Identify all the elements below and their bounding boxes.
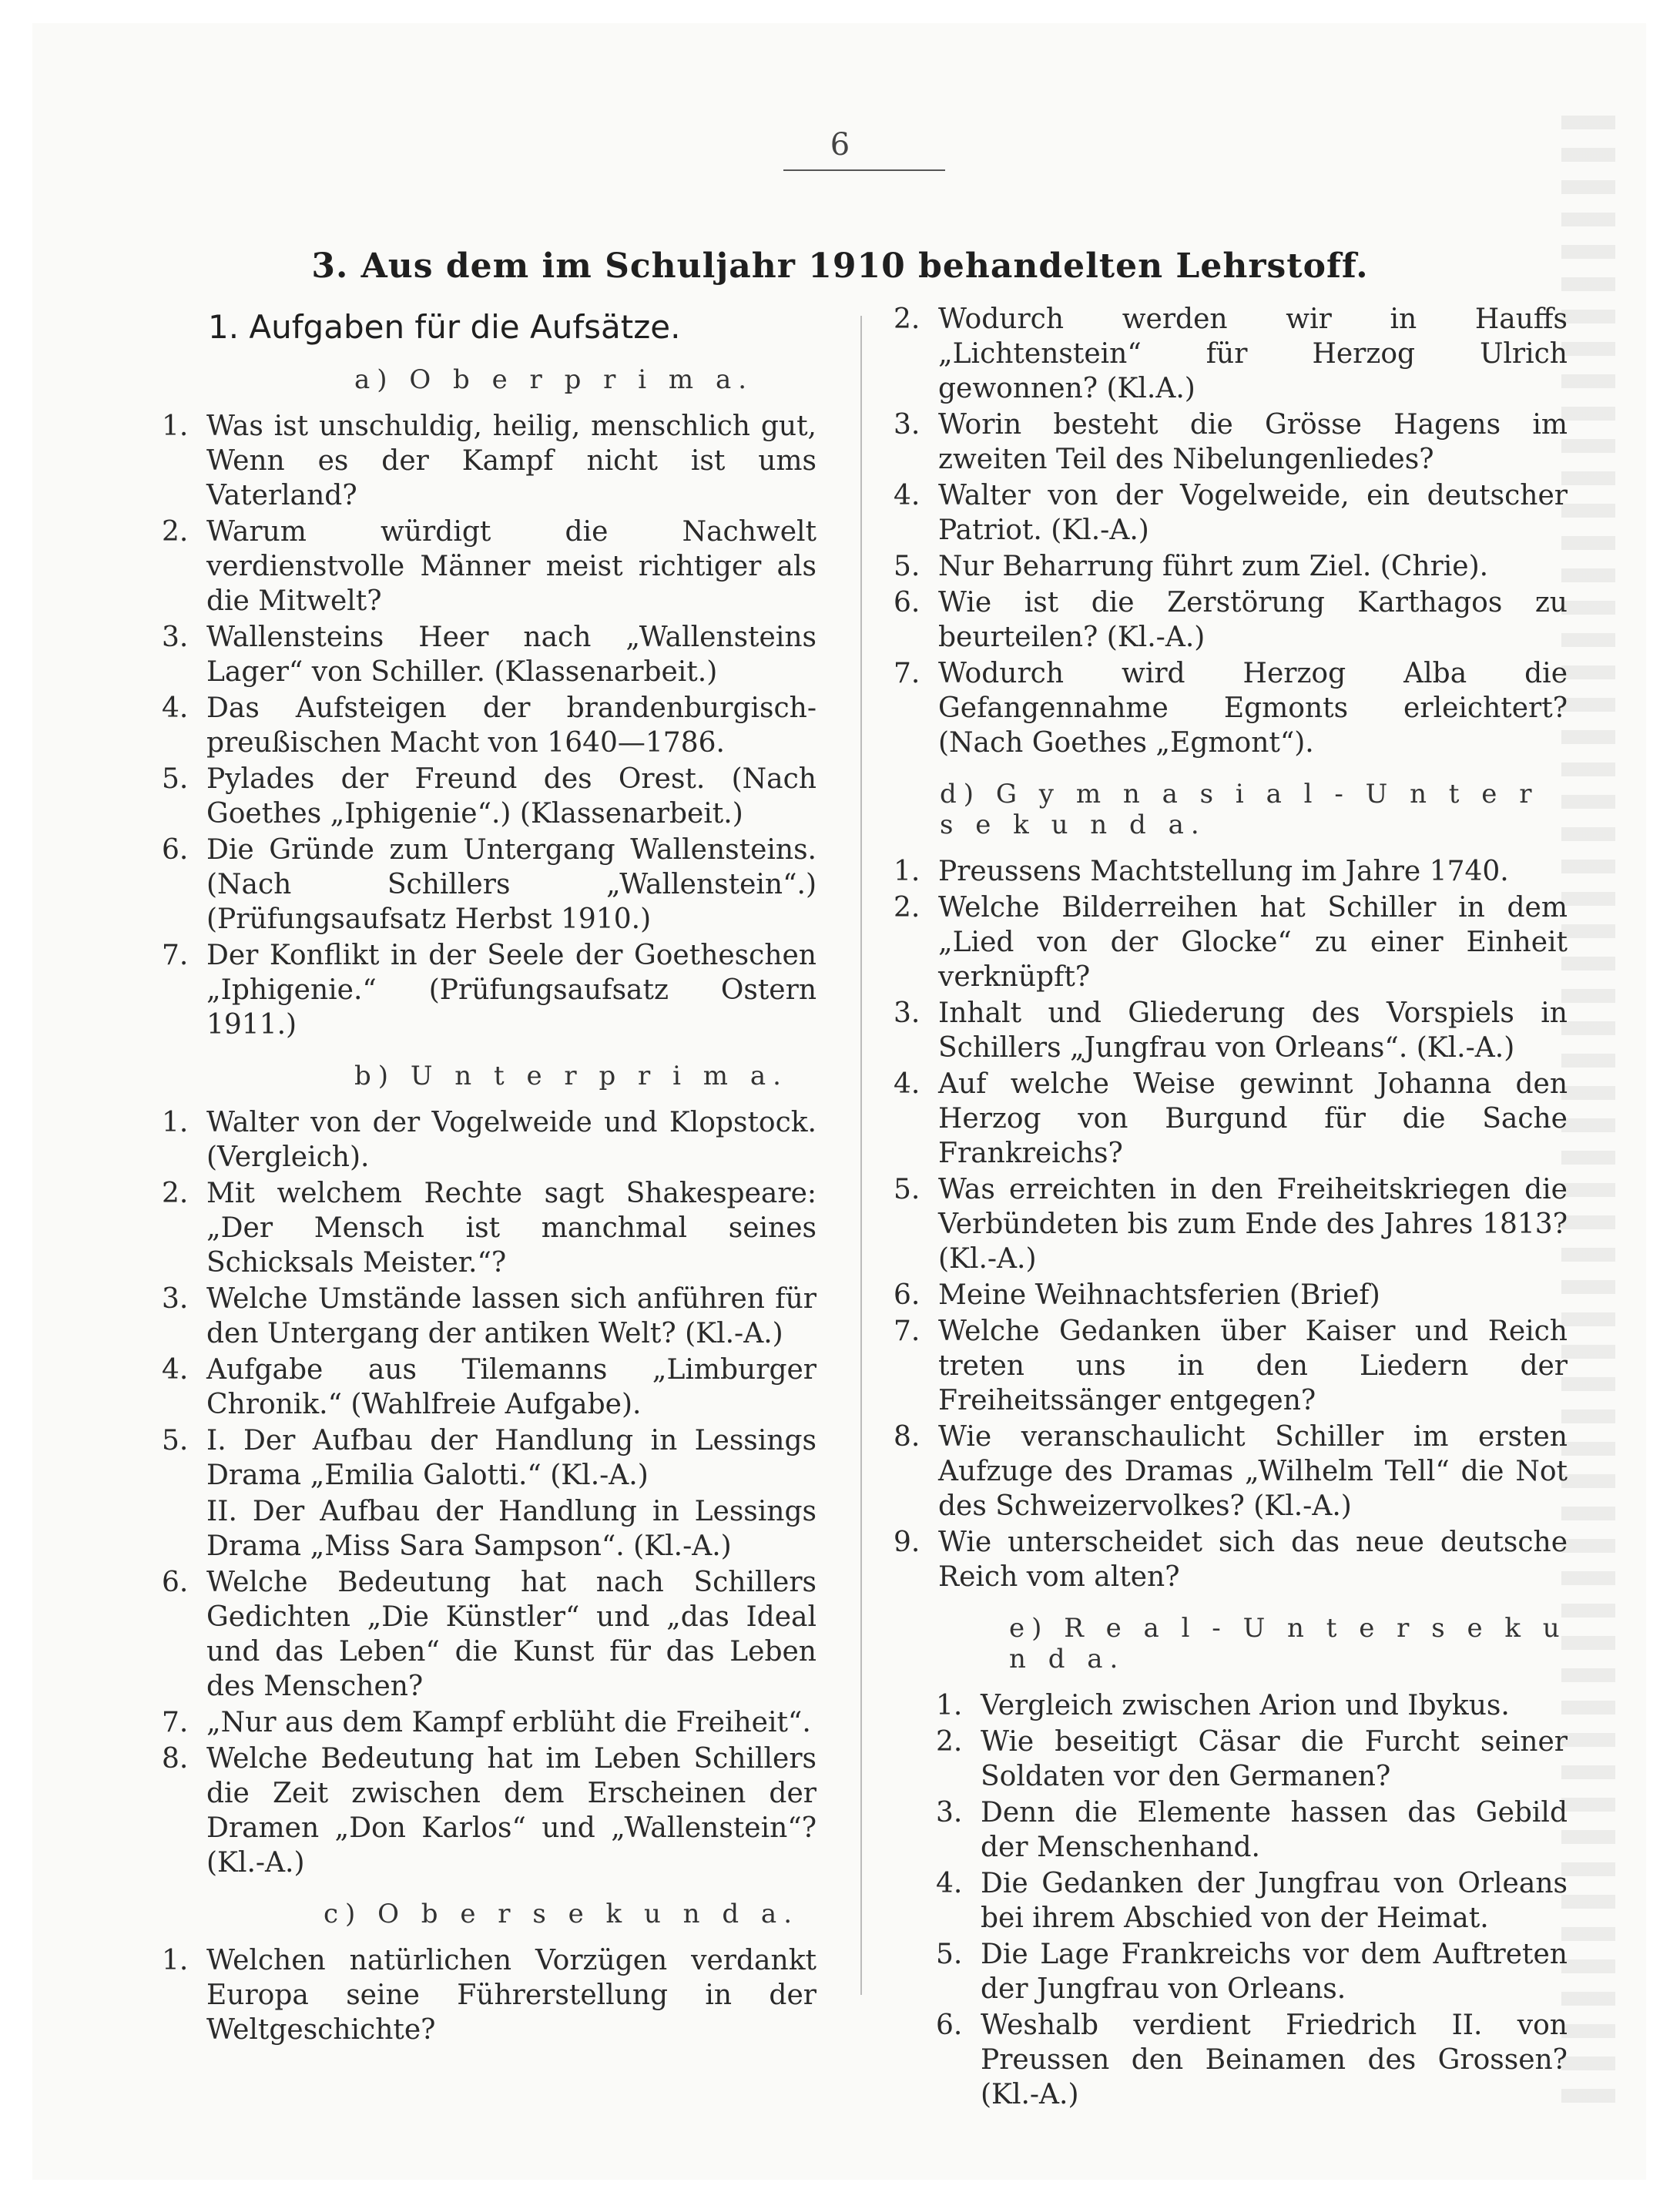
- list-item: 2. Wie beseitigt Cäsar die Furcht seiner Soldaten vor den Germanen?: [936, 1726, 1568, 1792]
- bleed-through-text: [1561, 116, 1615, 2118]
- list-item: 1. Walter von der Vogelweide und Klopstock. (Vergleich).: [162, 1107, 817, 1173]
- list-item: 3. Denn die Elemente hassen das Gebild der Menschenhand.: [936, 1797, 1568, 1863]
- list-item: 2. Mit welchem Rechte sagt Shakespeare: „Der Mensch ist manchmal seines Schicksals Meister.“?: [162, 1178, 817, 1279]
- list-item: 1. Vergleich zwischen Arion und Ibykus.: [936, 1690, 1510, 1721]
- page-heading: 3. Aus dem im Schuljahr 1910 behandelten Lehrstoff.: [311, 246, 1369, 286]
- list-item: 5. Was erreichten in den Freiheitskriegen die Verbündeten bis zum Ende des Jahres 1813? (Kl.-A.): [894, 1174, 1568, 1275]
- list-item: 3. Wallensteins Heer nach „Wallensteins Lager“ von Schiller. (Klassenarbeit.): [162, 622, 817, 688]
- list-item: 4. Aufgabe aus Tilemanns „Limburger Chronik.“ (Wahlfreie Aufgabe).: [162, 1354, 817, 1420]
- list-item: 5. Die Lage Frankreichs vor dem Auftreten der Jungfrau von Orleans.: [936, 1939, 1568, 2005]
- list-item: 1. Preussens Machtstellung im Jahre 1740.: [894, 856, 1509, 887]
- list-item: 5. I. Der Aufbau der Handlung in Lessings Drama „Emilia Galotti.“ (Kl.-A.): [162, 1425, 817, 1491]
- list-item: 5. Pylades der Freund des Orest. (Nach Goethes „Iphigenie“.) (Klassenarbeit.): [162, 763, 817, 830]
- list-item: 3. Welche Umstände lassen sich anführen für den Untergang der antiken Welt? (Kl.-A.): [162, 1283, 817, 1349]
- list-item: 9. Wie unterscheidet sich das neue deutsche Reich vom alten?: [894, 1527, 1568, 1593]
- list-oberprima: [162, 409, 817, 1042]
- group-heading-unterprima: b) U n t e r p r i m a.: [354, 1061, 788, 1091]
- list-item: 2. Warum würdigt die Nachwelt verdienstvolle Männer meist richtiger als die Mitwelt?: [162, 516, 817, 617]
- column-divider: [860, 316, 862, 1995]
- list-item: 4. Die Gedanken der Jungfrau von Orleans bei ihrem Abschied von der Heimat.: [936, 1868, 1568, 1934]
- list-item: 6. Meine Weihnachtsferien (Brief): [894, 1279, 1380, 1311]
- list-item: 2. Wodurch werden wir in Hauffs „Lichtenstein“ für Herzog Ulrich gewonnen? (Kl.A.): [894, 303, 1568, 404]
- page-number-rule: [783, 169, 945, 171]
- group-heading-real-untersekunda: e) R e a l - U n t e r s e k u n d a.: [1009, 1613, 1567, 1674]
- list-item: 7. Der Konflikt in der Seele der Goetheschen „Iphigenie.“ (Prüfungsaufsatz Ostern 1911.): [162, 940, 817, 1041]
- list-item: 7. Welche Gedanken über Kaiser und Reich treten uns in den Liedern der Freiheitssänger entgegen?: [894, 1316, 1568, 1416]
- list-item: 6. Weshalb verdient Friedrich II. von Preussen den Beinamen des Grossen? (Kl.-A.): [936, 2010, 1568, 2110]
- list-gymnasial-untersekunda: [894, 854, 1568, 1594]
- list-item: 8. Wie veranschaulicht Schiller im ersten Aufzuge des Dramas „Wilhelm Tell“ die Not des Schweizervolkes? (Kl.-A.): [894, 1421, 1568, 1522]
- group-heading-gymnasial-untersekunda: d) G y m n a s i a l - U n t e r s e k u n d a.: [940, 779, 1539, 840]
- list-item: 1. Was ist unschuldig, heilig, menschlich gut, Wenn es der Kampf nicht ist ums Vaterland?: [162, 411, 817, 511]
- list-unterprima: [162, 1105, 817, 1880]
- list-real-untersekunda: [936, 1688, 1568, 2112]
- section-title: 1. Aufgaben für die Aufsätze.: [208, 308, 681, 346]
- group-heading-oberprima: a) O b e r p r i m a.: [354, 364, 754, 395]
- group-heading-obersekunda: c) O b e r s e k u n d a.: [324, 1899, 800, 1929]
- list-item: 8. Welche Bedeutung hat im Leben Schillers die Zeit zwischen dem Erscheinen der Dramen „Don Karlos“ und „Wallenstein“? (Kl.-A.): [162, 1743, 817, 1879]
- left-column: [162, 308, 817, 2066]
- list-item: 3. Inhalt und Gliederung des Vorspiels in Schillers „Jungfrau von Orleans“. (Kl.-A.): [894, 997, 1568, 1064]
- list-item: 3. Worin besteht die Grösse Hagens im zweiten Teil des Nibelungenliedes?: [894, 409, 1568, 475]
- list-item: 5. Nur Beharrung führt zum Ziel. (Chrie).: [894, 551, 1489, 582]
- list-item: 1. Welchen natürlichen Vorzügen verdankt Europa seine Führerstellung in der Weltgeschichte?: [162, 1945, 817, 2046]
- right-column: [894, 302, 1568, 2130]
- list-item: 2. Welche Bilderreihen hat Schiller in dem „Lied von der Glocke“ zu einer Einheit verknüpft?: [894, 892, 1568, 993]
- list-obersekunda-part1: [162, 1943, 817, 2047]
- list-item: 7. „Nur aus dem Kampf erblüht die Freiheit“.: [162, 1707, 811, 1738]
- list-item: 6. Welche Bedeutung hat nach Schillers Gedichten „Die Künstler“ und „das Ideal und das Leben“ die Kunst für das Leben des Menschen?: [162, 1567, 817, 1702]
- list-item: 6. Wie ist die Zerstörung Karthagos zu beurteilen? (Kl.-A.): [894, 587, 1568, 653]
- list-item: 6. Die Gründe zum Untergang Wallensteins. (Nach Schillers „Wallenstein“.) (Prüfungsaufsatz Herbst 1910.): [162, 834, 817, 935]
- page-number: 6: [830, 127, 850, 163]
- list-item: 7. Wodurch wird Herzog Alba die Gefangennahme Egmonts erleichtert? (Nach Goethes „Egmont“).: [894, 658, 1568, 759]
- list-item: 4. Walter von der Vogelweide, ein deutscher Patriot. (Kl.-A.): [894, 480, 1568, 546]
- list-item: 4. Das Aufsteigen der brandenburgisch-preußischen Macht von 1640—1786.: [162, 692, 817, 759]
- list-obersekunda-part2: [894, 302, 1568, 760]
- list-item: II. Der Aufbau der Handlung in Lessings Drama „Miss Sara Sampson“. (Kl.-A.): [206, 1496, 817, 1562]
- list-item: 4. Auf welche Weise gewinnt Johanna den Herzog von Burgund für die Sache Frankreichs?: [894, 1068, 1568, 1169]
